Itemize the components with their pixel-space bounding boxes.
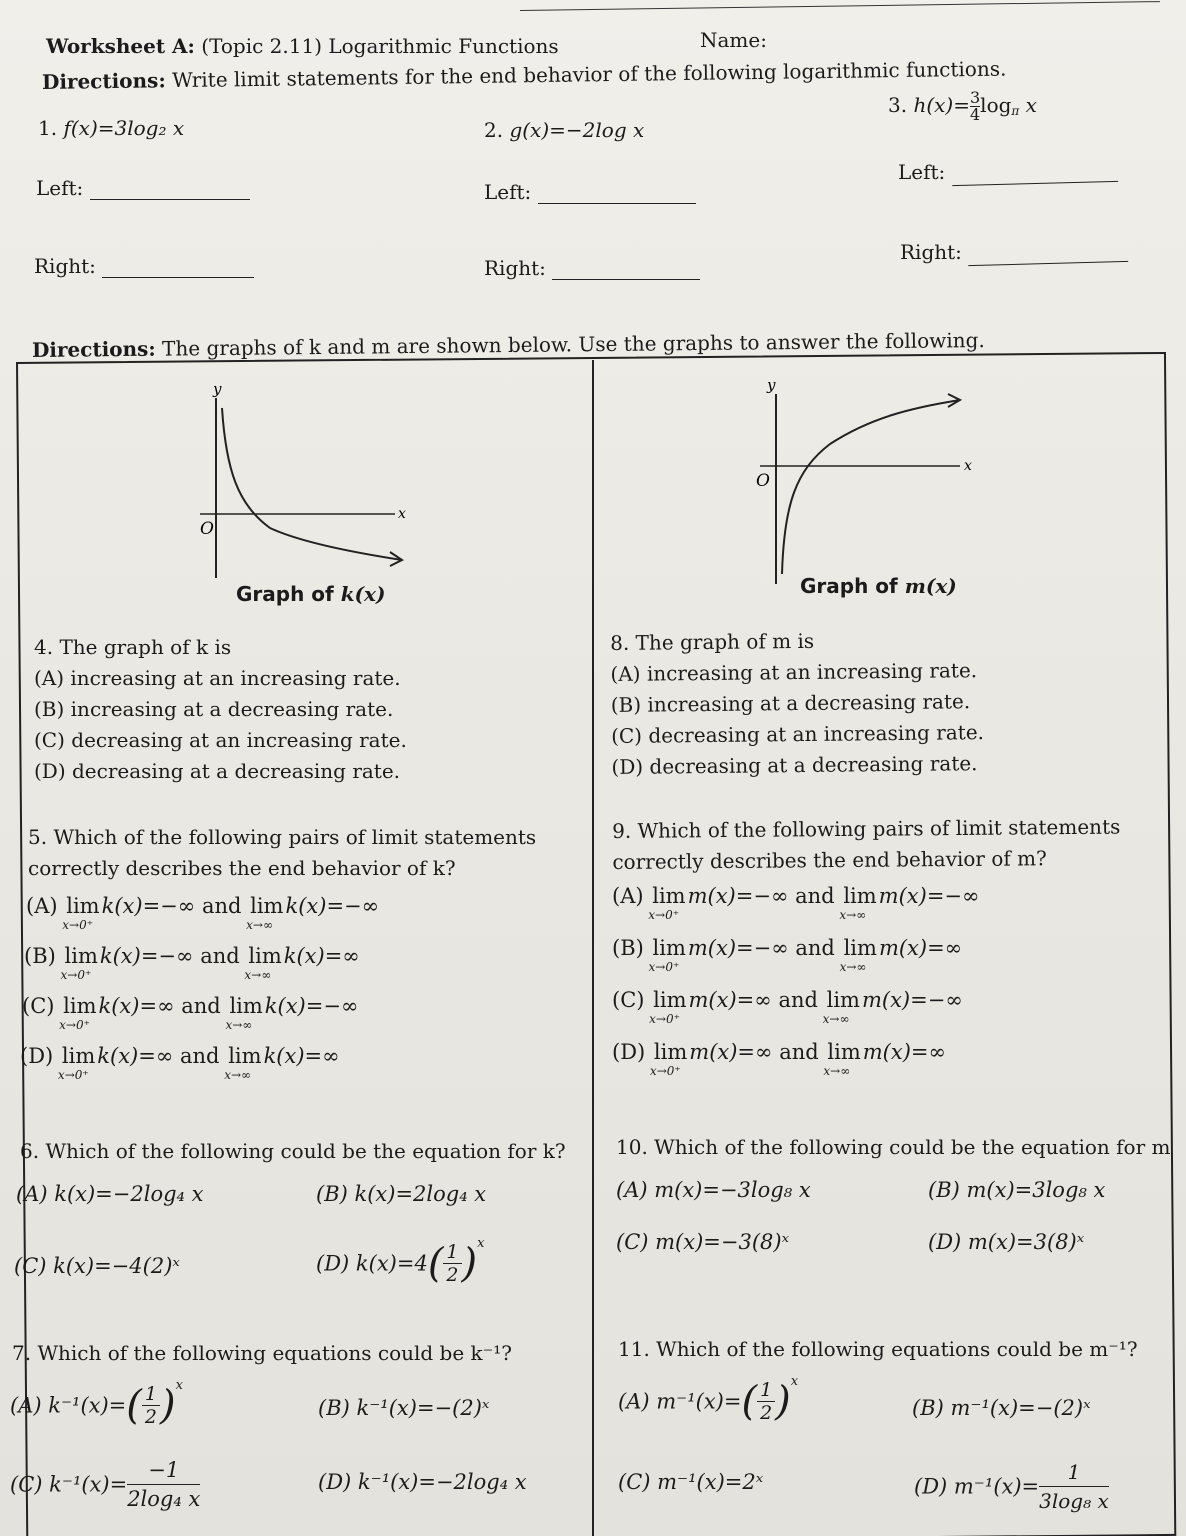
- q5-d-lim1-sub: x→0⁺: [57, 1068, 89, 1082]
- problem-1-expr: f(x)=3log₂ x: [63, 116, 185, 140]
- q5-a-first: k(x)=−∞: [101, 894, 196, 918]
- q5-a-lim2-text: lim: [250, 894, 284, 918]
- q11-option-a[interactable]: [618, 1374, 798, 1425]
- q8-stem: 8. The graph of m is: [610, 628, 815, 655]
- directions-1-label: Directions:: [41, 68, 166, 94]
- q5-b-and: and: [200, 944, 240, 968]
- q5-c-second: k(x)=−∞: [264, 994, 359, 1018]
- q4-option-a[interactable]: (A) increasing at an increasing rate.: [34, 666, 401, 690]
- problem-3: [888, 90, 1037, 123]
- q8-option-a[interactable]: (A) increasing at an increasing rate.: [610, 658, 978, 686]
- q6-d-exp: x: [477, 1236, 485, 1251]
- q5-a-lim1-text: lim: [66, 894, 100, 918]
- problem-2-right: [484, 256, 700, 280]
- q9-b-lim2-text: lim: [843, 936, 877, 960]
- q9-a-second: m(x)=−∞: [878, 884, 980, 908]
- problem-3-log: log: [980, 93, 1012, 117]
- q9-option-d[interactable]: [612, 1040, 946, 1078]
- q6-option-c[interactable]: (C) k(x)=−4(2)ˣ: [14, 1254, 180, 1278]
- graph-k-title: [236, 582, 385, 606]
- q5-d-lim2-sub: x→∞: [224, 1068, 252, 1082]
- q5-c-lim2: [225, 994, 263, 1032]
- q9-c-lim2-sub: x→∞: [822, 1012, 850, 1026]
- question-9: [612, 812, 1121, 878]
- q11-a-fraction: [757, 1379, 775, 1424]
- q7-a-den: 2: [144, 1406, 157, 1428]
- name-label: Name:: [700, 28, 767, 52]
- q9-a-label: (A): [612, 884, 644, 908]
- q9-c-second: m(x)=−∞: [861, 988, 963, 1012]
- q11-option-b[interactable]: (B) m⁻¹(x)=−(2)ˣ: [912, 1396, 1091, 1420]
- q5-b-label: (B): [24, 944, 56, 968]
- q4-option-c[interactable]: (C) decreasing at an increasing rate.: [34, 728, 407, 752]
- q6-option-d[interactable]: [316, 1236, 484, 1287]
- graph-k-title-pre: Graph of: [236, 582, 341, 606]
- q9-d-second: m(x)=∞: [862, 1040, 946, 1064]
- q5-stem-line2: correctly describes the end behavior of k?: [28, 856, 456, 880]
- q8-option-b[interactable]: (B) increasing at a decreasing rate.: [610, 689, 971, 717]
- problem-1-left-label: Left:: [36, 176, 84, 200]
- q5-b-lim1: [60, 944, 98, 982]
- q4-stem: 4. The graph of k is: [34, 635, 232, 659]
- q11-option-d[interactable]: [914, 1458, 1109, 1515]
- q5-c-lim1: [59, 994, 97, 1032]
- q11-stem: 11. Which of the following equations could be m⁻¹?: [618, 1337, 1138, 1361]
- q5-d-and: and: [180, 1044, 220, 1068]
- q4-option-d[interactable]: (D) decreasing at a decreasing rate.: [34, 759, 401, 783]
- q11-a-pre: (A) m⁻¹(x)=: [618, 1389, 742, 1414]
- q5-b-lim1-text: lim: [64, 944, 98, 968]
- table-divider: [592, 360, 594, 1536]
- question-8: [610, 624, 984, 783]
- q8-option-c[interactable]: (C) decreasing at an increasing rate.: [611, 720, 985, 748]
- q5-d-lim2: [224, 1044, 262, 1082]
- q10-option-c[interactable]: (C) m(x)=−3(8)ˣ: [616, 1230, 790, 1254]
- q5-option-c[interactable]: [22, 994, 359, 1032]
- q9-a-lim2-text: lim: [843, 884, 877, 908]
- problem-1-left-blank[interactable]: [90, 181, 250, 200]
- q9-a-lim1-sub: x→0⁺: [648, 908, 680, 922]
- q11-a-num: 1: [757, 1379, 775, 1402]
- graph-k-origin: O: [200, 519, 214, 539]
- q5-b-lim2-sub: x→∞: [244, 968, 272, 982]
- q5-d-label: (D): [20, 1044, 54, 1068]
- top-rule: [520, 1, 1160, 11]
- directions-2-text: The graphs of k and m are shown below. Use the graphs to answer the following.: [161, 328, 985, 361]
- problem-1-left: [36, 176, 250, 200]
- q9-d-lim1-text: lim: [653, 1040, 688, 1064]
- directions-1: [42, 57, 1007, 94]
- problem-2-right-blank[interactable]: [552, 261, 700, 280]
- q9-c-lim1-sub: x→0⁺: [649, 1012, 680, 1026]
- q7-c-den: 2log₄ x: [127, 1487, 201, 1511]
- q9-option-c[interactable]: [612, 988, 963, 1026]
- q6-option-b[interactable]: (B) k(x)=2log₄ x: [316, 1182, 487, 1206]
- q5-c-and: and: [181, 994, 221, 1018]
- problem-3-base: π: [1011, 104, 1020, 118]
- q7-option-c[interactable]: [10, 1456, 200, 1513]
- problem-2-num: 2.: [484, 118, 504, 142]
- graph-m: [740, 374, 990, 594]
- q9-b-lim1: [648, 936, 686, 974]
- q7-a-rparen: ): [159, 1382, 176, 1429]
- question-5: [28, 822, 536, 884]
- q9-stem-line2: correctly describes the end behavior of m?: [612, 846, 1047, 874]
- q6-d-lparen: (: [427, 1240, 444, 1287]
- problem-3-left: [898, 160, 1118, 184]
- q9-d-and: and: [779, 1040, 819, 1064]
- q9-d-lim2: [823, 1040, 861, 1078]
- problem-2: [484, 118, 644, 142]
- q9-b-lim2-sub: x→∞: [839, 960, 867, 974]
- q9-d-lim1-sub: x→0⁺: [649, 1064, 681, 1078]
- q10-option-a[interactable]: (A) m(x)=−3log₈ x: [616, 1178, 811, 1202]
- problem-3-var: x: [1025, 93, 1037, 117]
- q9-c-lim1-text: lim: [653, 988, 687, 1012]
- problem-1-num: 1.: [38, 116, 58, 140]
- q11-a-lparen: (: [741, 1378, 758, 1425]
- q9-a-lim1: [648, 884, 686, 922]
- q6-d-pre: (D) k(x)=4: [316, 1251, 428, 1276]
- question-4: [34, 632, 407, 787]
- problem-3-right-label: Right:: [900, 240, 962, 264]
- q9-c-lim2: [822, 988, 860, 1026]
- q9-b-and: and: [795, 936, 835, 960]
- q5-c-lim1-text: lim: [63, 994, 97, 1018]
- q9-c-lim2-text: lim: [826, 988, 860, 1012]
- q6-option-a[interactable]: (A) k(x)=−2log₄ x: [16, 1182, 204, 1206]
- q9-option-a[interactable]: [612, 884, 980, 922]
- q5-option-d[interactable]: [20, 1044, 340, 1082]
- problem-2-left-label: Left:: [484, 180, 532, 204]
- worksheet-title: [46, 34, 559, 58]
- q11-d-pre: (D) m⁻¹(x)=: [914, 1474, 1040, 1499]
- problem-3-right: [900, 240, 1128, 264]
- q7-a-exp: x: [175, 1378, 183, 1393]
- graph-m-origin: O: [756, 471, 770, 491]
- q5-a-and: and: [201, 894, 242, 918]
- q11-d-den: 3log₈ x: [1039, 1489, 1109, 1513]
- q5-option-a[interactable]: [26, 894, 380, 932]
- q5-d-lim1-text: lim: [61, 1044, 96, 1068]
- q4-option-b[interactable]: (B) increasing at a decreasing rate.: [34, 697, 394, 721]
- q9-option-b[interactable]: [612, 936, 963, 974]
- q5-b-first: k(x)=−∞: [99, 944, 194, 968]
- graph-k-title-fn: k(x): [340, 582, 386, 606]
- problem-3-right-blank[interactable]: [968, 243, 1128, 266]
- q5-b-lim1-sub: x→0⁺: [60, 968, 92, 982]
- q11-option-c[interactable]: (C) m⁻¹(x)=2ˣ: [618, 1470, 764, 1494]
- graph-m-y-label: y: [767, 376, 776, 394]
- q7-c-num: −1: [127, 1456, 200, 1485]
- q7-option-d[interactable]: (D) k⁻¹(x)=−2log₄ x: [318, 1470, 527, 1494]
- q5-d-second: k(x)=∞: [263, 1044, 340, 1068]
- q9-c-and: and: [778, 988, 818, 1012]
- q9-a-first: m(x)=−∞: [687, 884, 789, 908]
- q9-a-lim2: [839, 884, 877, 922]
- graph-m-title: [800, 574, 957, 598]
- q9-a-and: and: [795, 884, 835, 908]
- q7-a-pre: (A) k⁻¹(x)=: [10, 1393, 127, 1418]
- problem-3-left-blank[interactable]: [951, 163, 1117, 186]
- q5-c-lim2-sub: x→∞: [225, 1018, 253, 1032]
- q5-c-lim2-text: lim: [229, 994, 263, 1018]
- q9-d-lim1: [649, 1040, 688, 1078]
- q7-c-pre: (C) k⁻¹(x)=: [10, 1472, 128, 1497]
- q11-a-rparen: ): [775, 1378, 791, 1425]
- problem-1-right: [34, 254, 254, 278]
- q5-b-lim2-text: lim: [248, 944, 282, 968]
- q9-d-lim2-sub: x→∞: [823, 1064, 851, 1078]
- q7-a-lparen: (: [126, 1382, 142, 1429]
- q9-d-label: (D): [612, 1040, 646, 1064]
- problem-1-right-blank[interactable]: [102, 259, 254, 278]
- q6-d-num: 1: [443, 1241, 461, 1264]
- q7-option-b[interactable]: (B) k⁻¹(x)=−(2)ˣ: [318, 1396, 490, 1420]
- problem-2-left-blank[interactable]: [538, 185, 696, 204]
- q9-d-first: m(x)=∞: [689, 1040, 773, 1064]
- q9-b-second: m(x)=∞: [878, 936, 963, 960]
- q8-option-d[interactable]: (D) decreasing at a decreasing rate.: [611, 751, 978, 779]
- q5-a-lim2: [246, 894, 284, 932]
- q7-option-a[interactable]: [10, 1378, 183, 1429]
- problem-1: [38, 116, 184, 140]
- q11-a-exp: x: [790, 1374, 799, 1389]
- graph-m-title-pre: Graph of: [800, 574, 905, 598]
- q5-option-b[interactable]: [24, 944, 360, 982]
- q5-a-lim1-sub: x→0⁺: [62, 918, 94, 932]
- q6-d-den: 2: [446, 1264, 459, 1286]
- problem-3-frac-den: 4: [969, 105, 981, 124]
- q10-stem: 10. Which of the following could be the equation for m: [616, 1135, 1171, 1159]
- q9-b-lim2: [839, 936, 877, 974]
- title-rest: (Topic 2.11) Logarithmic Functions: [201, 34, 559, 58]
- q9-b-lim1-text: lim: [652, 936, 686, 960]
- q5-c-label: (C): [22, 994, 55, 1018]
- q9-c-first: m(x)=∞: [688, 988, 772, 1012]
- q11-a-den: 2: [760, 1402, 773, 1424]
- q5-stem-line1: 5. Which of the following pairs of limit statements: [28, 825, 537, 849]
- graph-m-title-fn: m(x): [904, 574, 957, 598]
- graph-k-y-label: y: [213, 380, 222, 398]
- problem-2-left: [484, 180, 696, 204]
- problem-3-left-label: Left:: [898, 160, 946, 184]
- graph-k-x-label: x: [398, 506, 406, 522]
- q10-option-b[interactable]: (B) m(x)=3log₈ x: [928, 1178, 1106, 1202]
- q7-c-fraction: [127, 1456, 200, 1513]
- problem-2-expr: g(x)=−2log x: [509, 118, 645, 142]
- q9-c-label: (C): [612, 988, 645, 1012]
- q9-d-lim2-text: lim: [827, 1040, 861, 1064]
- q6-stem: 6. Which of the following could be the equation for k?: [20, 1139, 566, 1163]
- q7-a-fraction: [142, 1383, 160, 1428]
- directions-1-text: Write limit statements for the end behavior of the following logarithmic functions.: [171, 56, 1007, 93]
- q6-d-fraction: [443, 1241, 461, 1286]
- q9-b-label: (B): [612, 936, 644, 960]
- problem-3-expr-pre: h(x)=: [913, 93, 970, 117]
- q9-a-lim2-sub: x→∞: [839, 908, 867, 922]
- q5-a-second: k(x)=−∞: [285, 894, 380, 918]
- graph-m-curve: [782, 400, 960, 574]
- q7-stem: 7. Which of the following equations could be k⁻¹?: [12, 1341, 512, 1365]
- q5-c-lim1-sub: x→0⁺: [59, 1018, 90, 1032]
- q7-a-num: 1: [142, 1383, 160, 1406]
- q5-a-label: (A): [26, 894, 58, 918]
- q5-a-lim1: [62, 894, 100, 932]
- title-bold: Worksheet A:: [46, 34, 195, 58]
- q5-d-lim1: [57, 1044, 96, 1082]
- graph-k-curve: [222, 408, 402, 560]
- q11-d-num: 1: [1039, 1458, 1109, 1487]
- q5-d-first: k(x)=∞: [97, 1044, 174, 1068]
- q9-b-lim1-sub: x→0⁺: [648, 960, 680, 974]
- q5-d-lim2-text: lim: [228, 1044, 262, 1068]
- problem-3-fraction: [970, 90, 980, 123]
- q5-c-first: k(x)=∞: [98, 994, 175, 1018]
- q11-d-fraction: [1039, 1458, 1109, 1515]
- problem-2-right-label: Right:: [484, 256, 546, 280]
- q6-d-rparen: ): [461, 1240, 478, 1287]
- q10-option-d[interactable]: (D) m(x)=3(8)ˣ: [928, 1230, 1085, 1254]
- q9-c-lim1: [649, 988, 687, 1026]
- directions-2-label: Directions:: [31, 336, 156, 362]
- q5-b-lim2: [244, 944, 282, 982]
- q5-b-second: k(x)=∞: [283, 944, 360, 968]
- problem-1-right-label: Right:: [34, 254, 96, 278]
- q9-b-first: m(x)=−∞: [687, 936, 789, 960]
- q5-a-lim2-sub: x→∞: [246, 918, 273, 932]
- problem-3-num: 3.: [888, 93, 908, 117]
- q9-stem-line1: 9. Which of the following pairs of limit statements: [612, 814, 1121, 843]
- graph-k: [180, 380, 430, 580]
- graph-m-x-label: x: [964, 458, 972, 474]
- q9-a-lim1-text: lim: [652, 884, 686, 908]
- problem-3-frac-num: 3: [969, 88, 981, 107]
